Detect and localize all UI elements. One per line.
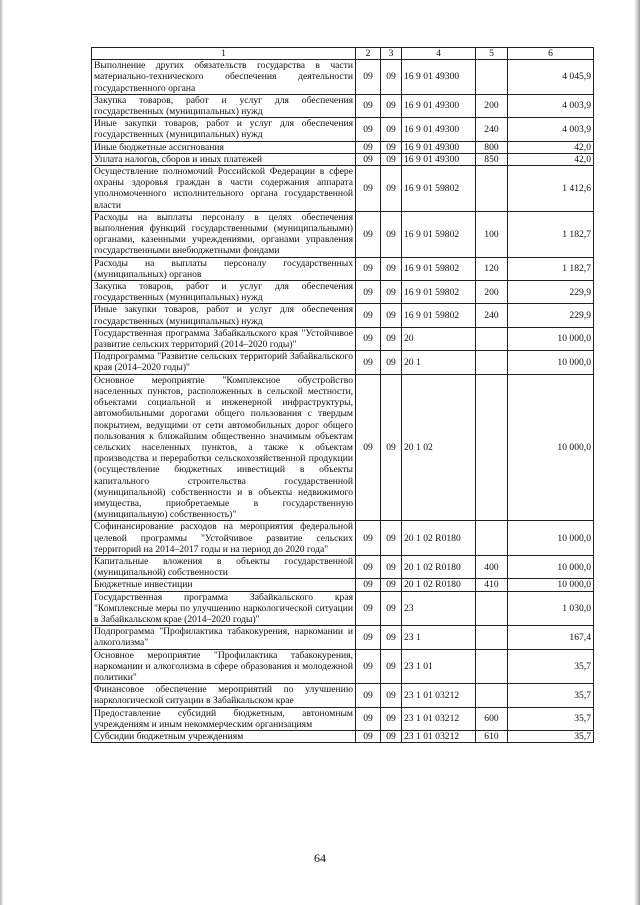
cell-subsection: 09 [381, 591, 402, 626]
cell-subsection: 09 [381, 118, 402, 141]
cell-amount: 10 000,0 [508, 579, 594, 591]
cell-subsection: 09 [381, 281, 402, 304]
cell-name: Расходы на выплаты персоналу государственных (муниципальных) органов [92, 257, 356, 280]
cell-target-code: 20 1 [402, 351, 476, 374]
cell-amount: 35,7 [508, 730, 594, 742]
cell-target-code: 16 9 01 59802 [402, 281, 476, 304]
cell-amount: 10 000,0 [508, 327, 594, 350]
cell-subsection: 09 [381, 626, 402, 649]
cell-section: 09 [356, 579, 381, 591]
cell-name: Иные закупки товаров, работ и услуг для обеспечения государственных (муниципальных) нужд [92, 118, 356, 141]
cell-target-code: 23 [402, 591, 476, 626]
table-row [92, 257, 594, 280]
table-row [92, 707, 594, 730]
cell-name: Расходы на выплаты персоналу в целях обеспечения выполнения функций государственными (муниципальными) органами, казенными учреждениями, органами управления государственными внебюджетными фондами [92, 211, 356, 257]
cell-amount: 1 182,7 [508, 257, 594, 280]
cell-name: Закупка товаров, работ и услуг для обеспечения государственных (муниципальных) нужд [92, 94, 356, 117]
cell-target-code: 16 9 01 59802 [402, 257, 476, 280]
cell-subsection: 09 [381, 707, 402, 730]
cell-name: Предоставление субсидий бюджетным, автономным учреждениям и иным некоммерческим организациям [92, 707, 356, 730]
cell-subsection: 09 [381, 521, 402, 556]
cell-expense-type: 240 [476, 304, 508, 327]
table-row [92, 166, 594, 212]
cell-section: 09 [356, 521, 381, 556]
cell-amount: 167,4 [508, 626, 594, 649]
cell-target-code: 16 9 01 59802 [402, 304, 476, 327]
cell-amount: 10 000,0 [508, 555, 594, 578]
cell-amount: 35,7 [508, 707, 594, 730]
cell-target-code: 23 1 01 [402, 649, 476, 684]
cell-target-code: 20 1 02 [402, 374, 476, 521]
table-row [92, 153, 594, 165]
column-header-1: 1 [92, 48, 356, 60]
cell-expense-type [476, 327, 508, 350]
column-header-4: 4 [402, 48, 476, 60]
cell-name: Государственная программа Забайкальского края "Комплексные меры по улучшению наркологической ситуации в Забайкальском крае (2014–2020 годы)" [92, 591, 356, 626]
cell-expense-type: 400 [476, 555, 508, 578]
cell-name: Основное мероприятие "Комплексное обустройство населенных пунктов, расположенных в сельской местности, объектами социальной и инженерной инфраструктуры, автомобильными дорогами общего пользования с твердым покрытием, ведущими от сети автомобильных дорог общего пользования к ближайшим общественно значимым объектам сельских населенных пунктов, а также к объектам производства и переработки сельскохозяйственной продукции (осуществление бюджетных инвестиций в объекты капитального строительства государственной (муниципальной) собственности и в объекты недвижимого имущества, приобретаемые в государственную (муниципальную) собственность)" [92, 374, 356, 521]
cell-name: Подпрограмма "Развитие сельских территорий Забайкальского края (2014–2020 годы)" [92, 351, 356, 374]
cell-subsection: 09 [381, 730, 402, 742]
cell-section: 09 [356, 211, 381, 257]
cell-expense-type [476, 166, 508, 212]
table-body [92, 60, 594, 743]
cell-name: Капитальные вложения в объекты государственной (муниципальной) собственности [92, 555, 356, 578]
cell-name: Закупка товаров, работ и услуг для обеспечения государственных (муниципальных) нужд [92, 281, 356, 304]
cell-name: Государственная программа Забайкальского края "Устойчивое развитие сельских территорий (2014–2020 годы)" [92, 327, 356, 350]
cell-expense-type [476, 649, 508, 684]
cell-amount: 10 000,0 [508, 521, 594, 556]
cell-target-code: 20 1 02 R0180 [402, 555, 476, 578]
cell-section: 09 [356, 555, 381, 578]
scan-left-edge [0, 0, 3, 905]
table-row [92, 281, 594, 304]
cell-section: 09 [356, 304, 381, 327]
cell-target-code: 20 1 02 R0180 [402, 579, 476, 591]
cell-expense-type: 850 [476, 153, 508, 165]
cell-target-code: 16 9 01 49300 [402, 118, 476, 141]
cell-section: 09 [356, 730, 381, 742]
table-row [92, 141, 594, 153]
cell-target-code: 16 9 01 59802 [402, 166, 476, 212]
cell-expense-type: 800 [476, 141, 508, 153]
cell-amount: 35,7 [508, 649, 594, 684]
cell-subsection: 09 [381, 579, 402, 591]
cell-name: Выполнение других обязательств государства в части материально-технического обеспечения деятельности государственного органа [92, 60, 356, 95]
cell-subsection: 09 [381, 351, 402, 374]
cell-name: Иные закупки товаров, работ и услуг для обеспечения государственных (муниципальных) нужд [92, 304, 356, 327]
cell-section: 09 [356, 118, 381, 141]
cell-expense-type: 100 [476, 211, 508, 257]
table-row [92, 211, 594, 257]
cell-subsection: 09 [381, 141, 402, 153]
page-number: 64 [314, 851, 326, 865]
cell-section: 09 [356, 281, 381, 304]
table-row [92, 555, 594, 578]
table-header-row [92, 48, 594, 60]
cell-target-code: 16 9 01 59802 [402, 211, 476, 257]
cell-target-code: 23 1 [402, 626, 476, 649]
cell-amount: 229,9 [508, 304, 594, 327]
cell-amount: 229,9 [508, 281, 594, 304]
cell-amount: 42,0 [508, 153, 594, 165]
column-header-3: 3 [381, 48, 402, 60]
cell-name: Основное мероприятие "Профилактика табакокурения, наркомании и алкоголизма в сфере образования и молодежной политики" [92, 649, 356, 684]
cell-expense-type [476, 591, 508, 626]
cell-subsection: 09 [381, 60, 402, 95]
column-header-6: 6 [508, 48, 594, 60]
cell-section: 09 [356, 707, 381, 730]
table-row [92, 304, 594, 327]
cell-section: 09 [356, 141, 381, 153]
table-row [92, 60, 594, 95]
cell-expense-type: 600 [476, 707, 508, 730]
cell-section: 09 [356, 257, 381, 280]
table-row [92, 94, 594, 117]
cell-expense-type [476, 60, 508, 95]
table-row [92, 626, 594, 649]
cell-target-code: 16 9 01 49300 [402, 153, 476, 165]
cell-expense-type [476, 684, 508, 707]
cell-target-code: 23 1 01 03212 [402, 707, 476, 730]
cell-expense-type [476, 626, 508, 649]
cell-expense-type: 610 [476, 730, 508, 742]
cell-name: Бюджетные инвестиции [92, 579, 356, 591]
cell-section: 09 [356, 166, 381, 212]
cell-target-code: 20 [402, 327, 476, 350]
cell-name: Иные бюджетные ассигнования [92, 141, 356, 153]
cell-target-code: 16 9 01 49300 [402, 94, 476, 117]
cell-section: 09 [356, 351, 381, 374]
table-row [92, 579, 594, 591]
cell-amount: 1 412,6 [508, 166, 594, 212]
cell-subsection: 09 [381, 153, 402, 165]
cell-target-code: 20 1 02 R0180 [402, 521, 476, 556]
table-row [92, 730, 594, 742]
cell-expense-type [476, 521, 508, 556]
cell-subsection: 09 [381, 327, 402, 350]
cell-subsection: 09 [381, 555, 402, 578]
cell-target-code: 16 9 01 49300 [402, 141, 476, 153]
cell-section: 09 [356, 153, 381, 165]
cell-section: 09 [356, 684, 381, 707]
cell-subsection: 09 [381, 166, 402, 212]
cell-name: Субсидии бюджетным учреждениям [92, 730, 356, 742]
cell-target-code: 23 1 01 03212 [402, 684, 476, 707]
cell-expense-type: 240 [476, 118, 508, 141]
table-row [92, 327, 594, 350]
cell-expense-type [476, 351, 508, 374]
cell-amount: 4 003,9 [508, 118, 594, 141]
cell-amount: 4 003,9 [508, 94, 594, 117]
table-row [92, 591, 594, 626]
cell-expense-type: 200 [476, 281, 508, 304]
cell-name: Софинансирование расходов на мероприятия федеральной целевой программы "Устойчивое развитие сельских территорий на 2014–2017 годы и на период до 2020 года" [92, 521, 356, 556]
cell-subsection: 09 [381, 211, 402, 257]
cell-name: Финансовое обеспечение мероприятий по улучшению наркологической ситуации в Забайкальском крае [92, 684, 356, 707]
table-row [92, 521, 594, 556]
table-row [92, 351, 594, 374]
cell-section: 09 [356, 60, 381, 95]
cell-subsection: 09 [381, 94, 402, 117]
cell-target-code: 23 1 01 03212 [402, 730, 476, 742]
column-header-5: 5 [476, 48, 508, 60]
column-header-2: 2 [356, 48, 381, 60]
budget-table [91, 47, 594, 743]
scan-right-edge [634, 0, 640, 905]
cell-section: 09 [356, 327, 381, 350]
table-row [92, 374, 594, 521]
cell-subsection: 09 [381, 257, 402, 280]
cell-subsection: 09 [381, 684, 402, 707]
cell-amount: 1 182,7 [508, 211, 594, 257]
cell-amount: 1 030,0 [508, 591, 594, 626]
table-row [92, 118, 594, 141]
cell-subsection: 09 [381, 649, 402, 684]
table-row [92, 649, 594, 684]
cell-expense-type: 410 [476, 579, 508, 591]
cell-expense-type: 200 [476, 94, 508, 117]
cell-amount: 4 045,9 [508, 60, 594, 95]
cell-subsection: 09 [381, 374, 402, 521]
cell-name: Подпрограмма "Профилактика табакокурения, наркомании и алкоголизма" [92, 626, 356, 649]
table-row [92, 684, 594, 707]
cell-name: Уплата налогов, сборов и иных платежей [92, 153, 356, 165]
cell-amount: 35,7 [508, 684, 594, 707]
cell-section: 09 [356, 374, 381, 521]
cell-subsection: 09 [381, 304, 402, 327]
cell-section: 09 [356, 626, 381, 649]
cell-amount: 10 000,0 [508, 374, 594, 521]
cell-section: 09 [356, 94, 381, 117]
cell-name: Осуществление полномочий Российской Федерации в сфере охраны здоровья граждан в части содержания аппарата уполномоченного исполнительного органа государственной власти [92, 166, 356, 212]
cell-target-code: 16 9 01 49300 [402, 60, 476, 95]
cell-expense-type [476, 374, 508, 521]
cell-section: 09 [356, 649, 381, 684]
cell-expense-type: 120 [476, 257, 508, 280]
cell-amount: 10 000,0 [508, 351, 594, 374]
cell-amount: 42,0 [508, 141, 594, 153]
cell-section: 09 [356, 591, 381, 626]
